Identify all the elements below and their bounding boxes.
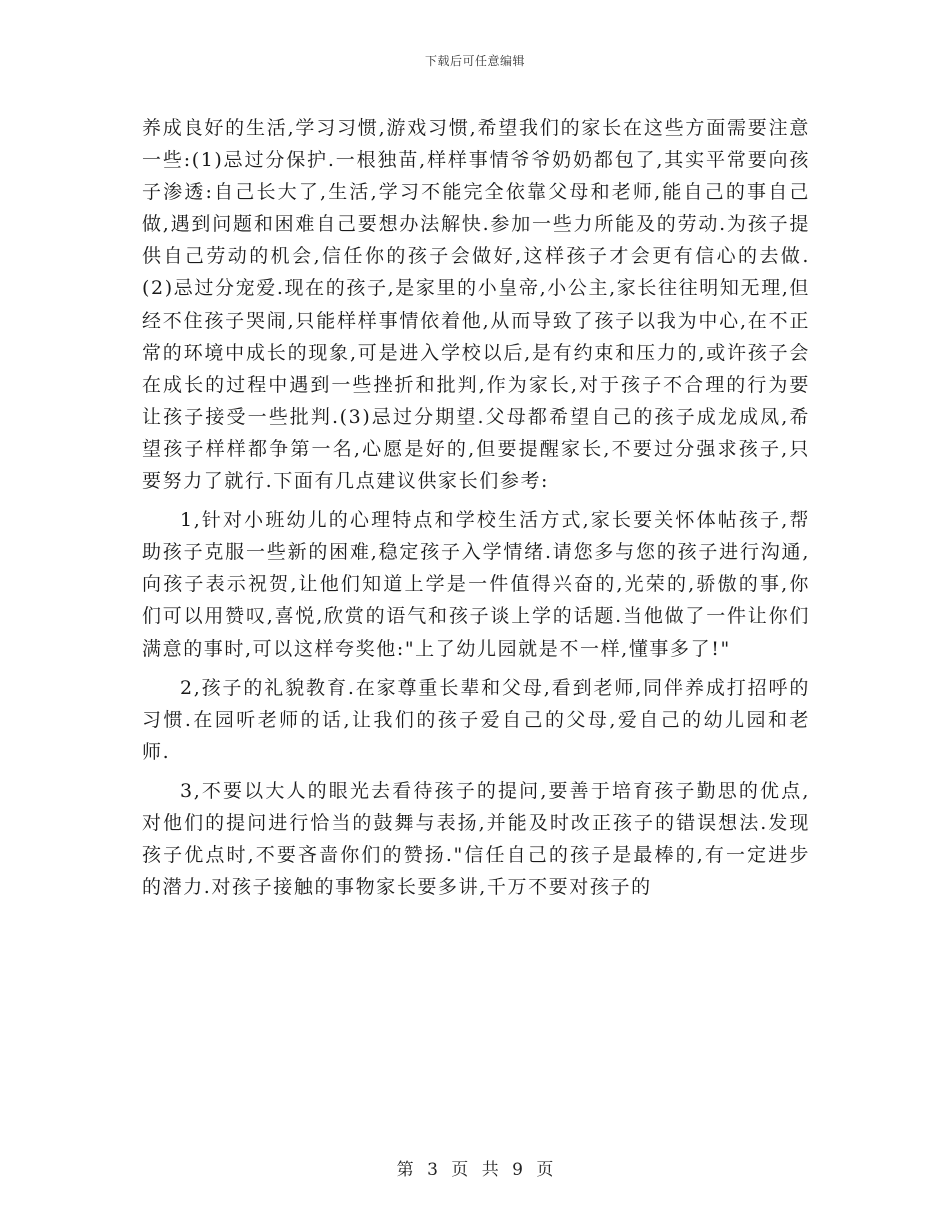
page-header-note: 下载后可任意编辑 (424, 54, 525, 68)
page-footer (0, 1155, 950, 1180)
footer-page-word: 页 (451, 1160, 469, 1180)
total-page-count: 9 (512, 1160, 523, 1180)
footer-total-word: 共 (481, 1160, 499, 1180)
footer-prefix: 第 (396, 1160, 414, 1180)
paragraph-2: 1,针对小班幼儿的心理特点和学校生活方式,家长要关怀体帖孩子,帮助孩子克服一些新的困难,稳定孩子入学情绪.请您多与您的孩子进行沟通,向孩子表示祝贺,让他们知道上学是一件值得兴奋的,光荣的,骄傲的事,你们可以用赞叹,喜悦,欣赏的语气和孩子谈上学的话题.当他做了一件让你们满意的事时,可以这样夸奖他:"上了幼儿园就是不一样,懂事多了!" (142, 509, 810, 660)
footer-suffix: 页 (536, 1160, 554, 1180)
current-page-number: 3 (427, 1160, 438, 1180)
paragraph-3: 2,孩子的礼貌教育.在家尊重长辈和父母,看到老师,同伴养成打招呼的习惯.在园听老师的话,让我们的孩子爱自己的父母,爱自己的幼儿园和老师. (142, 676, 810, 763)
paragraph-4: 3,不要以大人的眼光去看待孩子的提问,要善于培育孩子勤思的优点,对他们的提问进行恰当的鼓舞与表扬,并能及时改正孩子的错误想法.发现孩子优点时,不要吝啬你们的赞扬."信任自己的孩子是最棒的,有一定进步的潜力.对孩子接触的事物家长要多讲,千万不要对孩子的 (142, 779, 810, 899)
document-body (142, 112, 810, 903)
paragraph-1: 养成良好的生活,学习习惯,游戏习惯,希望我们的家长在这些方面需要注意一些:(1)忌过分保护.一根独苗,样样事情爷爷奶奶都包了,其实平常要向孩子渗透:自己长大了,生活,学习不能完全依靠父母和老师,能自己的事自己做,遇到问题和困难自己要想办法解快.参加一些力所能及的劳动.为孩子提供自己劳动的机会,信任你的孩子会做好,这样孩子才会更有信心的去做.(2)忌过分宠爱.现在的孩子,是家里的小皇帝,小公主,家长往往明知无理,但经不住孩子哭闹,只能样样事情依着他,从而导致了孩子以我为中心,在不正常的环境中成长的现象,可是进入学校以后,是有约束和压力的,或许孩子会在成长的过程中遇到一些挫折和批判,作为家长,对于孩子不合理的行为要让孩子接受一些批判.(3)忌过分期望.父母都希望自己的孩子成龙成凤,希望孩子样样都争第一名,心愿是好的,但要提醒家长,不要过分强求孩子,只要努力了就行.下面有几点建议供家长们参考: (142, 117, 810, 493)
